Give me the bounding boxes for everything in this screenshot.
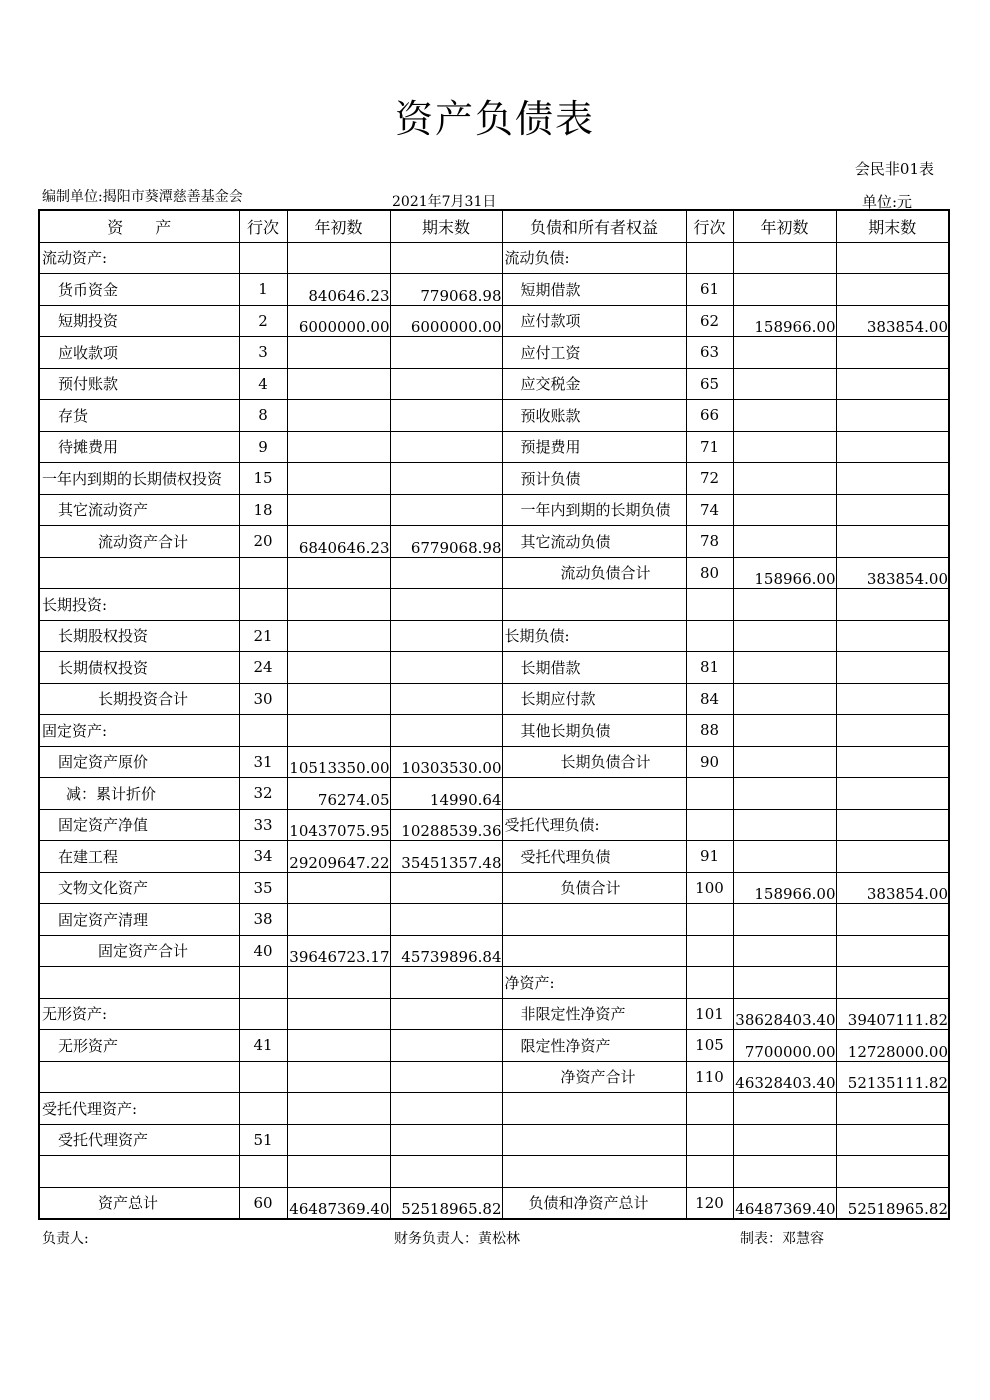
asset-beginning-value: 29209647.22 bbox=[287, 841, 390, 873]
liability-ending-value bbox=[836, 1093, 949, 1125]
table-row bbox=[39, 400, 949, 432]
table-row bbox=[39, 463, 949, 495]
liability-ending-value: 383854.00 bbox=[836, 305, 949, 337]
asset-ending-value bbox=[390, 368, 502, 400]
liability-label bbox=[502, 589, 686, 621]
table-row bbox=[39, 935, 949, 967]
liability-line-no: 81 bbox=[686, 652, 733, 684]
asset-beginning-value bbox=[287, 1030, 390, 1062]
liability-ending-value bbox=[836, 274, 949, 306]
liability-label: 其他长期负债 bbox=[502, 715, 686, 747]
liability-label: 非限定性净资产 bbox=[502, 998, 686, 1030]
liability-line-no bbox=[686, 242, 733, 274]
liability-ending-value: 52135111.82 bbox=[836, 1061, 949, 1093]
asset-beginning-value: 840646.23 bbox=[287, 274, 390, 306]
table-row bbox=[39, 557, 949, 589]
liability-beginning-value bbox=[733, 1124, 836, 1156]
liability-ending-value bbox=[836, 1124, 949, 1156]
liability-beginning-value bbox=[733, 431, 836, 463]
liability-label: 预收账款 bbox=[502, 400, 686, 432]
asset-ending-value bbox=[390, 463, 502, 495]
asset-line-no bbox=[239, 967, 287, 999]
asset-beginning-value bbox=[287, 557, 390, 589]
asset-beginning-value bbox=[287, 872, 390, 904]
asset-line-no: 1 bbox=[239, 274, 287, 306]
asset-label bbox=[39, 967, 239, 999]
column-header-ending: 期末数 bbox=[390, 210, 502, 242]
asset-ending-value bbox=[390, 242, 502, 274]
asset-ending-value bbox=[390, 683, 502, 715]
liability-label bbox=[502, 778, 686, 810]
asset-label: 固定资产净值 bbox=[39, 809, 239, 841]
asset-label: 短期投资 bbox=[39, 305, 239, 337]
liability-label: 预提费用 bbox=[502, 431, 686, 463]
asset-label bbox=[39, 1061, 239, 1093]
asset-line-no: 32 bbox=[239, 778, 287, 810]
liability-label: 应交税金 bbox=[502, 368, 686, 400]
liability-beginning-value bbox=[733, 683, 836, 715]
table-row bbox=[39, 1187, 949, 1219]
table-header-row bbox=[39, 210, 949, 242]
liability-line-no: 65 bbox=[686, 368, 733, 400]
liability-line-no: 62 bbox=[686, 305, 733, 337]
asset-line-no bbox=[239, 242, 287, 274]
asset-ending-value bbox=[390, 589, 502, 621]
liability-line-no: 88 bbox=[686, 715, 733, 747]
liability-beginning-value bbox=[733, 935, 836, 967]
liability-line-no bbox=[686, 589, 733, 621]
liability-ending-value bbox=[836, 589, 949, 621]
table-row bbox=[39, 841, 949, 873]
asset-ending-value bbox=[390, 1030, 502, 1062]
liability-label: 流动负债: bbox=[502, 242, 686, 274]
column-header-beginning: 年初数 bbox=[287, 210, 390, 242]
asset-line-no: 35 bbox=[239, 872, 287, 904]
liability-label bbox=[502, 1124, 686, 1156]
liability-beginning-value: 7700000.00 bbox=[733, 1030, 836, 1062]
asset-beginning-value bbox=[287, 368, 390, 400]
liability-label: 负债和净资产总计 bbox=[502, 1187, 686, 1219]
asset-label: 受托代理资产: bbox=[39, 1093, 239, 1125]
table-row bbox=[39, 872, 949, 904]
finance-head: 财务负责人：黄松林 bbox=[394, 1231, 520, 1247]
liability-line-no: 84 bbox=[686, 683, 733, 715]
asset-beginning-value bbox=[287, 242, 390, 274]
asset-ending-value bbox=[390, 967, 502, 999]
asset-label: 文物文化资产 bbox=[39, 872, 239, 904]
liability-label bbox=[502, 1156, 686, 1188]
asset-line-no: 31 bbox=[239, 746, 287, 778]
asset-ending-value bbox=[390, 431, 502, 463]
asset-line-no: 3 bbox=[239, 337, 287, 369]
column-header-ending: 期末数 bbox=[836, 210, 949, 242]
asset-line-no bbox=[239, 998, 287, 1030]
liability-label: 其它流动负债 bbox=[502, 526, 686, 558]
liability-beginning-value bbox=[733, 526, 836, 558]
liability-ending-value bbox=[836, 935, 949, 967]
liability-ending-value bbox=[836, 841, 949, 873]
asset-ending-value bbox=[390, 1061, 502, 1093]
liability-beginning-value: 158966.00 bbox=[733, 872, 836, 904]
asset-ending-value: 6000000.00 bbox=[390, 305, 502, 337]
asset-ending-value bbox=[390, 494, 502, 526]
liability-beginning-value: 46487369.40 bbox=[733, 1187, 836, 1219]
table-row bbox=[39, 809, 949, 841]
column-header-line-no: 行次 bbox=[239, 210, 287, 242]
liability-label: 长期应付款 bbox=[502, 683, 686, 715]
liability-ending-value bbox=[836, 526, 949, 558]
liability-line-no: 72 bbox=[686, 463, 733, 495]
asset-ending-value bbox=[390, 1156, 502, 1188]
table-row bbox=[39, 683, 949, 715]
asset-beginning-value: 46487369.40 bbox=[287, 1187, 390, 1219]
liability-ending-value bbox=[836, 809, 949, 841]
liability-line-no bbox=[686, 1156, 733, 1188]
asset-label: 其它流动资产 bbox=[39, 494, 239, 526]
asset-label: 长期投资合计 bbox=[39, 683, 239, 715]
liability-ending-value bbox=[836, 746, 949, 778]
liability-beginning-value bbox=[733, 904, 836, 936]
asset-line-no: 9 bbox=[239, 431, 287, 463]
table-row bbox=[39, 431, 949, 463]
column-header-line-no: 行次 bbox=[686, 210, 733, 242]
asset-ending-value: 779068.98 bbox=[390, 274, 502, 306]
liability-ending-value: 383854.00 bbox=[836, 872, 949, 904]
asset-line-no: 18 bbox=[239, 494, 287, 526]
asset-line-no bbox=[239, 1061, 287, 1093]
asset-line-no: 8 bbox=[239, 400, 287, 432]
liability-beginning-value bbox=[733, 463, 836, 495]
liability-line-no: 101 bbox=[686, 998, 733, 1030]
liability-beginning-value bbox=[733, 400, 836, 432]
liability-line-no bbox=[686, 935, 733, 967]
column-header-beginning: 年初数 bbox=[733, 210, 836, 242]
column-header-liabilities: 负债和所有者权益 bbox=[502, 210, 686, 242]
liability-label: 净资产合计 bbox=[502, 1061, 686, 1093]
table-row bbox=[39, 1061, 949, 1093]
liability-label: 净资产: bbox=[502, 967, 686, 999]
liability-label: 应付工资 bbox=[502, 337, 686, 369]
asset-line-no: 24 bbox=[239, 652, 287, 684]
balance-sheet-table bbox=[38, 209, 950, 1220]
asset-ending-value bbox=[390, 904, 502, 936]
liability-ending-value bbox=[836, 652, 949, 684]
liability-line-no: 78 bbox=[686, 526, 733, 558]
asset-beginning-value: 10513350.00 bbox=[287, 746, 390, 778]
asset-line-no: 15 bbox=[239, 463, 287, 495]
liability-label: 应付款项 bbox=[502, 305, 686, 337]
asset-line-no: 4 bbox=[239, 368, 287, 400]
liability-line-no bbox=[686, 620, 733, 652]
asset-beginning-value bbox=[287, 337, 390, 369]
liability-line-no bbox=[686, 809, 733, 841]
asset-beginning-value bbox=[287, 620, 390, 652]
liability-ending-value bbox=[836, 242, 949, 274]
asset-beginning-value bbox=[287, 652, 390, 684]
asset-beginning-value: 10437075.95 bbox=[287, 809, 390, 841]
table-row bbox=[39, 526, 949, 558]
asset-beginning-value bbox=[287, 589, 390, 621]
table-row bbox=[39, 715, 949, 747]
asset-label: 流动资产合计 bbox=[39, 526, 239, 558]
asset-label: 预付账款 bbox=[39, 368, 239, 400]
asset-label: 长期债权投资 bbox=[39, 652, 239, 684]
table-row bbox=[39, 620, 949, 652]
asset-beginning-value bbox=[287, 1093, 390, 1125]
liability-label: 预计负债 bbox=[502, 463, 686, 495]
liability-ending-value bbox=[836, 683, 949, 715]
asset-ending-value: 35451357.48 bbox=[390, 841, 502, 873]
asset-ending-value: 10303530.00 bbox=[390, 746, 502, 778]
liability-line-no bbox=[686, 1124, 733, 1156]
liability-beginning-value bbox=[733, 589, 836, 621]
asset-line-no: 41 bbox=[239, 1030, 287, 1062]
asset-label bbox=[39, 1156, 239, 1188]
liability-line-no: 90 bbox=[686, 746, 733, 778]
table-row bbox=[39, 746, 949, 778]
liability-label: 限定性净资产 bbox=[502, 1030, 686, 1062]
liability-line-no bbox=[686, 904, 733, 936]
liability-label: 长期负债合计 bbox=[502, 746, 686, 778]
asset-label bbox=[39, 557, 239, 589]
asset-beginning-value: 6000000.00 bbox=[287, 305, 390, 337]
asset-line-no bbox=[239, 1156, 287, 1188]
liability-beginning-value bbox=[733, 778, 836, 810]
asset-line-no: 34 bbox=[239, 841, 287, 873]
asset-beginning-value bbox=[287, 904, 390, 936]
liability-ending-value bbox=[836, 967, 949, 999]
liability-line-no: 74 bbox=[686, 494, 733, 526]
asset-beginning-value bbox=[287, 1061, 390, 1093]
organization-label: 编制单位:揭阳市葵潭慈善基金会 bbox=[42, 189, 243, 205]
liability-beginning-value bbox=[733, 746, 836, 778]
liability-line-no: 61 bbox=[686, 274, 733, 306]
asset-label: 固定资产: bbox=[39, 715, 239, 747]
asset-beginning-value bbox=[287, 1124, 390, 1156]
table-row bbox=[39, 904, 949, 936]
asset-label: 固定资产清理 bbox=[39, 904, 239, 936]
table-row bbox=[39, 337, 949, 369]
form-code: 会民非01表 bbox=[854, 160, 934, 178]
liability-beginning-value bbox=[733, 715, 836, 747]
liability-label: 流动负债合计 bbox=[502, 557, 686, 589]
asset-line-no: 21 bbox=[239, 620, 287, 652]
asset-ending-value bbox=[390, 652, 502, 684]
table-row bbox=[39, 1124, 949, 1156]
liability-label bbox=[502, 935, 686, 967]
table-row bbox=[39, 368, 949, 400]
liability-ending-value bbox=[836, 620, 949, 652]
liability-ending-value bbox=[836, 337, 949, 369]
asset-ending-value bbox=[390, 1093, 502, 1125]
asset-label: 长期投资: bbox=[39, 589, 239, 621]
asset-label: 在建工程 bbox=[39, 841, 239, 873]
table-row bbox=[39, 589, 949, 621]
table-row bbox=[39, 494, 949, 526]
table-row bbox=[39, 1093, 949, 1125]
asset-ending-value: 6779068.98 bbox=[390, 526, 502, 558]
liability-label: 长期负债: bbox=[502, 620, 686, 652]
asset-ending-value bbox=[390, 998, 502, 1030]
asset-label: 一年内到期的长期债权投资 bbox=[39, 463, 239, 495]
table-row bbox=[39, 305, 949, 337]
liability-label bbox=[502, 904, 686, 936]
asset-line-no bbox=[239, 557, 287, 589]
asset-beginning-value bbox=[287, 431, 390, 463]
asset-label: 流动资产: bbox=[39, 242, 239, 274]
asset-line-no: 33 bbox=[239, 809, 287, 841]
asset-ending-value: 45739896.84 bbox=[390, 935, 502, 967]
asset-label: 存货 bbox=[39, 400, 239, 432]
asset-label: 货币资金 bbox=[39, 274, 239, 306]
liability-ending-value: 39407111.82 bbox=[836, 998, 949, 1030]
asset-label: 长期股权投资 bbox=[39, 620, 239, 652]
liability-beginning-value bbox=[733, 242, 836, 274]
liability-beginning-value bbox=[733, 652, 836, 684]
table-row bbox=[39, 242, 949, 274]
asset-ending-value bbox=[390, 337, 502, 369]
asset-ending-value: 52518965.82 bbox=[390, 1187, 502, 1219]
asset-label: 减：累计折价 bbox=[39, 778, 239, 810]
asset-beginning-value bbox=[287, 998, 390, 1030]
asset-ending-value bbox=[390, 872, 502, 904]
asset-ending-value: 10288539.36 bbox=[390, 809, 502, 841]
liability-beginning-value: 46328403.40 bbox=[733, 1061, 836, 1093]
liability-beginning-value: 158966.00 bbox=[733, 305, 836, 337]
liability-line-no: 91 bbox=[686, 841, 733, 873]
liability-label bbox=[502, 1093, 686, 1125]
table-row bbox=[39, 998, 949, 1030]
asset-ending-value: 14990.64 bbox=[390, 778, 502, 810]
liability-label: 受托代理负债: bbox=[502, 809, 686, 841]
person-in-charge: 负责人: bbox=[42, 1231, 89, 1247]
asset-line-no: 51 bbox=[239, 1124, 287, 1156]
preparer: 制表：邓慧容 bbox=[740, 1231, 824, 1247]
table-row bbox=[39, 1030, 949, 1062]
asset-beginning-value: 39646723.17 bbox=[287, 935, 390, 967]
liability-beginning-value bbox=[733, 274, 836, 306]
liability-line-no: 105 bbox=[686, 1030, 733, 1062]
liability-beginning-value bbox=[733, 841, 836, 873]
liability-line-no: 80 bbox=[686, 557, 733, 589]
asset-beginning-value bbox=[287, 967, 390, 999]
liability-line-no: 100 bbox=[686, 872, 733, 904]
liability-beginning-value bbox=[733, 1093, 836, 1125]
liability-ending-value: 52518965.82 bbox=[836, 1187, 949, 1219]
liability-beginning-value bbox=[733, 494, 836, 526]
asset-line-no: 20 bbox=[239, 526, 287, 558]
table-row bbox=[39, 1156, 949, 1188]
liability-label: 负债合计 bbox=[502, 872, 686, 904]
asset-beginning-value bbox=[287, 715, 390, 747]
asset-label: 固定资产合计 bbox=[39, 935, 239, 967]
liability-label: 一年内到期的长期负债 bbox=[502, 494, 686, 526]
table-row bbox=[39, 778, 949, 810]
asset-beginning-value bbox=[287, 683, 390, 715]
asset-ending-value bbox=[390, 1124, 502, 1156]
liability-beginning-value: 158966.00 bbox=[733, 557, 836, 589]
page-title: 资产负债表 bbox=[394, 97, 595, 141]
liability-beginning-value bbox=[733, 809, 836, 841]
table-row bbox=[39, 967, 949, 999]
liability-beginning-value bbox=[733, 967, 836, 999]
liability-ending-value bbox=[836, 494, 949, 526]
asset-label: 无形资产 bbox=[39, 1030, 239, 1062]
liability-ending-value: 383854.00 bbox=[836, 557, 949, 589]
liability-line-no bbox=[686, 967, 733, 999]
liability-ending-value: 12728000.00 bbox=[836, 1030, 949, 1062]
asset-line-no: 40 bbox=[239, 935, 287, 967]
asset-line-no bbox=[239, 589, 287, 621]
column-header-assets: 资 产 bbox=[39, 210, 239, 242]
asset-beginning-value bbox=[287, 494, 390, 526]
liability-ending-value bbox=[836, 1156, 949, 1188]
asset-line-no: 60 bbox=[239, 1187, 287, 1219]
liability-beginning-value bbox=[733, 620, 836, 652]
liability-beginning-value bbox=[733, 368, 836, 400]
liability-ending-value bbox=[836, 463, 949, 495]
liability-line-no: 110 bbox=[686, 1061, 733, 1093]
asset-label: 待摊费用 bbox=[39, 431, 239, 463]
asset-line-no: 30 bbox=[239, 683, 287, 715]
table-row bbox=[39, 652, 949, 684]
liability-label: 受托代理负债 bbox=[502, 841, 686, 873]
asset-beginning-value bbox=[287, 400, 390, 432]
asset-ending-value bbox=[390, 715, 502, 747]
liability-label: 短期借款 bbox=[502, 274, 686, 306]
liability-line-no bbox=[686, 778, 733, 810]
asset-label: 受托代理资产 bbox=[39, 1124, 239, 1156]
liability-line-no: 71 bbox=[686, 431, 733, 463]
asset-line-no bbox=[239, 715, 287, 747]
liability-beginning-value: 38628403.40 bbox=[733, 998, 836, 1030]
asset-label: 资产总计 bbox=[39, 1187, 239, 1219]
asset-beginning-value: 6840646.23 bbox=[287, 526, 390, 558]
liability-ending-value bbox=[836, 715, 949, 747]
asset-beginning-value bbox=[287, 1156, 390, 1188]
liability-ending-value bbox=[836, 431, 949, 463]
liability-ending-value bbox=[836, 904, 949, 936]
asset-beginning-value bbox=[287, 463, 390, 495]
asset-line-no bbox=[239, 1093, 287, 1125]
liability-beginning-value bbox=[733, 1156, 836, 1188]
liability-line-no: 66 bbox=[686, 400, 733, 432]
liability-label: 长期借款 bbox=[502, 652, 686, 684]
liability-line-no bbox=[686, 1093, 733, 1125]
asset-line-no: 2 bbox=[239, 305, 287, 337]
currency-unit: 单位:元 bbox=[862, 193, 913, 211]
asset-ending-value bbox=[390, 400, 502, 432]
asset-line-no: 38 bbox=[239, 904, 287, 936]
asset-beginning-value: 76274.05 bbox=[287, 778, 390, 810]
liability-ending-value bbox=[836, 778, 949, 810]
liability-beginning-value bbox=[733, 337, 836, 369]
asset-label: 应收款项 bbox=[39, 337, 239, 369]
liability-ending-value bbox=[836, 400, 949, 432]
liability-ending-value bbox=[836, 368, 949, 400]
asset-ending-value bbox=[390, 557, 502, 589]
liability-line-no: 120 bbox=[686, 1187, 733, 1219]
report-date: 2021年7月31日 bbox=[392, 194, 497, 210]
liability-line-no: 63 bbox=[686, 337, 733, 369]
asset-label: 无形资产: bbox=[39, 998, 239, 1030]
asset-label: 固定资产原价 bbox=[39, 746, 239, 778]
table-row bbox=[39, 274, 949, 306]
asset-ending-value bbox=[390, 620, 502, 652]
table-body bbox=[39, 242, 949, 1219]
